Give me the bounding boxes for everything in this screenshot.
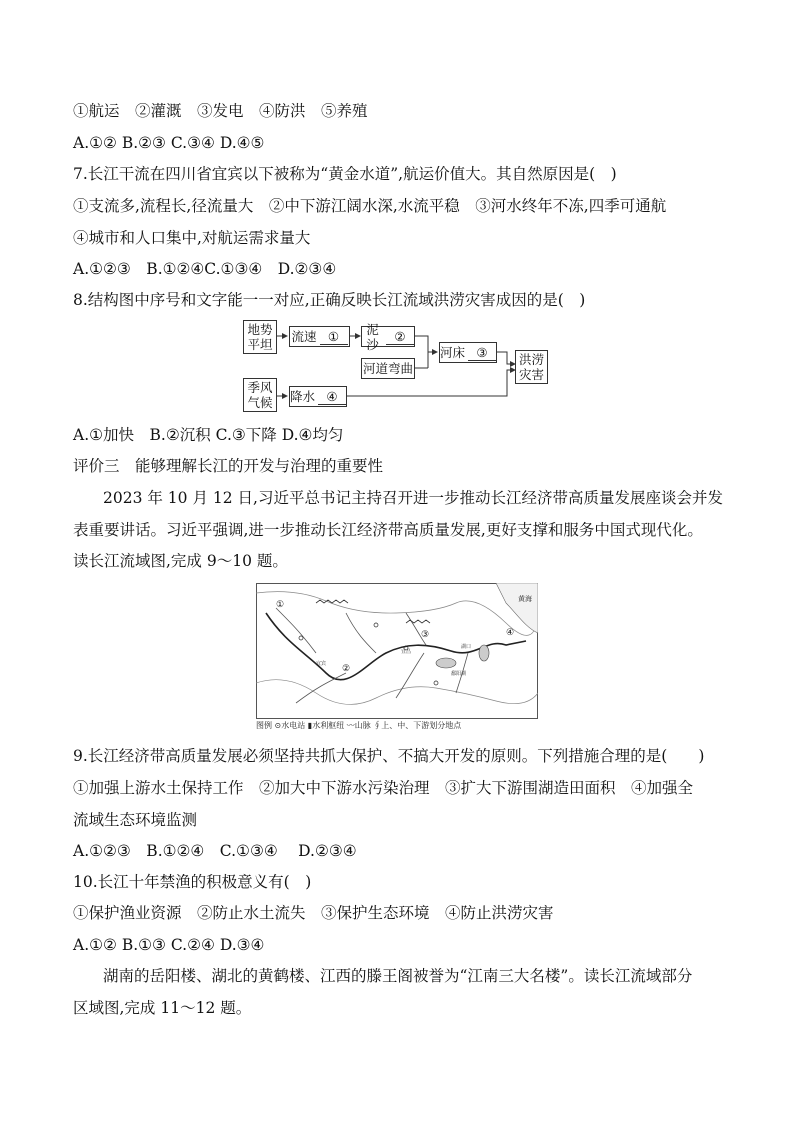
answers-q7: A.①②③ B.①②④C.①③④ D.②③④ bbox=[73, 260, 337, 278]
answers-q6: A.①② B.②③ C.③④ D.④⑤ bbox=[73, 134, 265, 152]
monsoon-label: 季风气候 bbox=[247, 380, 273, 410]
options-q7-a: ①支流多,流程长,径流量大 ②中下游江阔水深,水流平稳 ③河水终年不冻,四季可通航 bbox=[73, 197, 667, 215]
question-9: 9.长江经济带高质量发展必须坚持共抓大保护、不搞大开发的原则。下列措施合理的是( ) bbox=[73, 747, 705, 765]
answers-q9: A.①②③ B.①②④ C.①③④ D.②③④ bbox=[73, 842, 357, 860]
map-label-3: ③ bbox=[421, 630, 430, 640]
question-10: 10.长江十年禁渔的积极意义有( ) bbox=[73, 873, 312, 891]
passage2-line-1: 湖南的岳阳楼、湖北的黄鹤楼、江西的滕王阁被誉为“江南三大名楼”。读长江流域部分 bbox=[103, 967, 693, 985]
map-label-hukou: 湖口 bbox=[461, 644, 472, 650]
blank-3: ③ bbox=[468, 345, 496, 361]
map-sea-label: 黄海 bbox=[518, 595, 532, 603]
map-label-2: ② bbox=[342, 664, 351, 674]
yangtze-basin-map bbox=[256, 583, 538, 733]
passage-line-3: 读长江流域图,完成 9～10 题。 bbox=[73, 552, 288, 570]
map-label-4: ④ bbox=[506, 628, 515, 638]
map-label-1: ① bbox=[276, 600, 285, 610]
options-q6: ①航运 ②灌溉 ③发电 ④防洪 ⑤养殖 bbox=[73, 102, 368, 120]
silt-label: 泥沙 bbox=[366, 321, 379, 352]
box-monsoon bbox=[243, 378, 277, 412]
meander-label: 河道弯曲 bbox=[362, 361, 413, 376]
section-heading: 评价三 能够理解长江的开发与治理的重要性 bbox=[73, 457, 384, 475]
options-q7-b: ④城市和人口集中,对航运需求量大 bbox=[73, 229, 311, 247]
answers-q10: A.①② B.①③ C.②④ D.③④ bbox=[73, 936, 265, 954]
blank-1: ① bbox=[320, 329, 348, 345]
blank-4: ④ bbox=[318, 389, 346, 405]
answers-q8: A.①加快 B.②沉积 C.③下降 D.④均匀 bbox=[73, 426, 344, 444]
flood-label: 洪涝灾害 bbox=[518, 352, 544, 382]
flood-cause-flowchart bbox=[243, 318, 548, 416]
rain-label: 降水 bbox=[290, 389, 316, 404]
box-terrain-label: 地势平坦 bbox=[247, 322, 273, 352]
box-meander bbox=[361, 358, 415, 379]
passage-line-1: 2023 年 10 月 12 日,习近平总书记主持召开进一步推动长江经济带高质量发展座谈会并发 bbox=[103, 489, 723, 507]
passage2-line-2: 区域图,完成 11～12 题。 bbox=[73, 999, 252, 1017]
box-flow-speed bbox=[289, 326, 350, 347]
map-legend: 图例 ⊙水电站 ▮水利枢纽 〰山脉 ∮上、中、下游划分地点 bbox=[256, 721, 462, 730]
box-flood bbox=[515, 350, 548, 384]
options-q9-b: 流域生态环境监测 bbox=[73, 811, 198, 829]
riverbed-label: 河床 bbox=[440, 345, 466, 360]
map-label-yibin: 宜宾 bbox=[316, 661, 327, 667]
box-rain bbox=[289, 386, 347, 407]
question-8: 8.结构图中序号和文字能一一对应,正确反映长江流域洪涝灾害成因的是( ) bbox=[73, 291, 586, 309]
passage-line-2: 表重要讲话。习近平强调,进一步推动长江经济带高质量发展,更好支撑和服务中国式现代化。 bbox=[73, 521, 703, 539]
box-silt bbox=[361, 321, 415, 352]
map-label-yichang: 宜昌 bbox=[401, 649, 412, 655]
box-riverbed bbox=[439, 342, 497, 363]
blank-2: ② bbox=[386, 329, 414, 345]
flow-speed-label: 流速 bbox=[291, 329, 317, 344]
options-q9-a: ①加强上游水土保持工作 ②加大中下游水污染治理 ③扩大下游围湖造田面积 ④加强全 bbox=[73, 779, 694, 797]
question-7: 7.长江干流在四川省宜宾以下被称为“黄金水道”,航运价值大。其自然原因是( ) bbox=[73, 165, 617, 183]
options-q10: ①保护渔业资源 ②防止水土流失 ③保护生态环境 ④防止洪涝灾害 bbox=[73, 904, 554, 922]
box-terrain bbox=[243, 320, 277, 354]
map-label-poyang: 鄱阳湖 bbox=[451, 671, 467, 677]
